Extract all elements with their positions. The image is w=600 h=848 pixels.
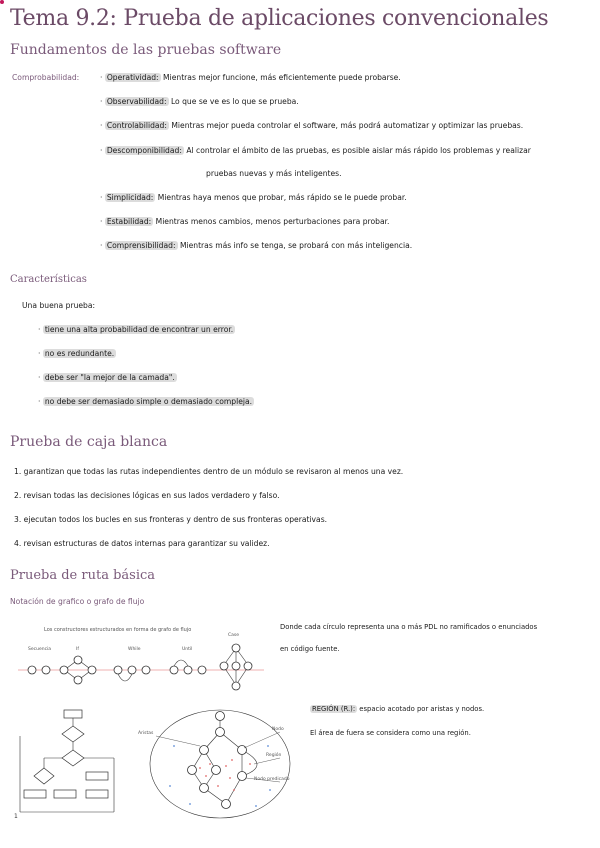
list-item: · Comprensibilidad: Mientras más info se tenga, se probará con más inteligencia. [100,241,413,250]
term: Descomponibilidad: [106,146,182,155]
list-item: · no debe ser demasiado simple o demasiado compleja. [38,397,253,406]
figure-label: Nodo [272,727,284,732]
section-heading-caja-blanca: Prueba de caja blanca [10,434,168,450]
note-line: Donde cada círculo representa una o más PDL no ramificados o enunciados [280,623,538,631]
list-item: · no es redundante. [38,349,115,358]
list-item-continuation: pruebas nuevas y más inteligentes. [206,169,342,178]
figure-label: Secuencia [28,647,52,652]
list-item: · Estabilidad: Mientras menos cambios, menos perturbaciones para probar. [100,217,390,226]
list-item: 4. revisan estructuras de datos internas para garantizar su validez. [14,539,270,548]
figure-label: Aristas [138,731,154,736]
term: Controlabilidad: [106,121,167,130]
list-item: 2. revisan todas las decisiones lógicas en sus lados verdadero y falso. [14,491,280,500]
until-graph [170,646,206,674]
term: Operatividad: [106,73,159,82]
term: Comprensibilidad: [106,241,176,250]
page-title: Tema 9.2: Prueba de aplicaciones convencionales [10,6,549,31]
figure-caption: Los constructores estructurados en forma de grafo de flujo [44,627,192,633]
flow-graph-constructs-figure [14,622,272,700]
figure-label: Until [182,647,193,652]
list-item: 3. ejecutan todos los bucles en sus fronteras y dentro de sus fronteras operativas. [14,515,328,524]
if-graph [60,646,96,684]
figure-label: Región [266,753,282,758]
figure-label: Case [228,633,240,638]
comprobabilidad-label: Comprobabilidad: [12,73,80,82]
term: Observabilidad: [106,97,167,106]
corner-marker [0,0,4,4]
note-line: en código fuente. [280,645,340,653]
list-item: · tiene una alta probabilidad de encontrar un error. [38,325,234,334]
section-heading-ruta-basica: Prueba de ruta básica [10,568,156,583]
figure-label: While [128,647,141,652]
list-item: · Observabilidad: Lo que se ve es lo que se prueba. [100,97,299,106]
term: Estabilidad: [106,217,152,226]
list-item: · Operatividad: Mientras mejor funcione, más eficientemente puede probarse. [100,73,401,82]
flow-graph-regions-figure [130,706,300,824]
section-heading-fundamentos: Fundamentos de las pruebas software [10,42,282,58]
region-note: REGIÓN (R.): espacio acotado por aristas y nodos. [312,705,485,713]
list-item: · debe ser "la mejor de la camada". [38,373,175,382]
flowchart-figure [14,706,126,818]
region-term: REGIÓN (R.): [312,705,356,713]
section-heading-caracteristicas: Características [10,274,87,285]
list-item: · Descomponibilidad: Al controlar el ámbito de las pruebas, es posible aislar más rápido los problemas y realizar [100,146,531,155]
region-note-2: El área de fuera se considera como una región. [310,729,471,737]
term: Simplicidad: [106,193,154,202]
case-graph [220,632,252,690]
figure-label: If [76,647,79,652]
while-graph [114,646,150,681]
figure-label: Nodo predicado [254,777,290,782]
list-item: 1. garantizan que todas las rutas independientes dentro de un módulo se revisaron al menos una vez. [14,467,404,476]
list-item: · Simplicidad: Mientras haya menos que probar, más rápido se le puede probar. [100,193,407,202]
subheading-notacion: Notación de grafico o grafo de flujo [10,597,145,606]
list-item: · Controlabilidad: Mientras mejor pueda controlar el software, más podrá automatizar y optimizar las pruebas. [100,121,524,130]
page-mark: 1 [14,813,18,818]
intro-text: Una buena prueba: [22,301,96,310]
